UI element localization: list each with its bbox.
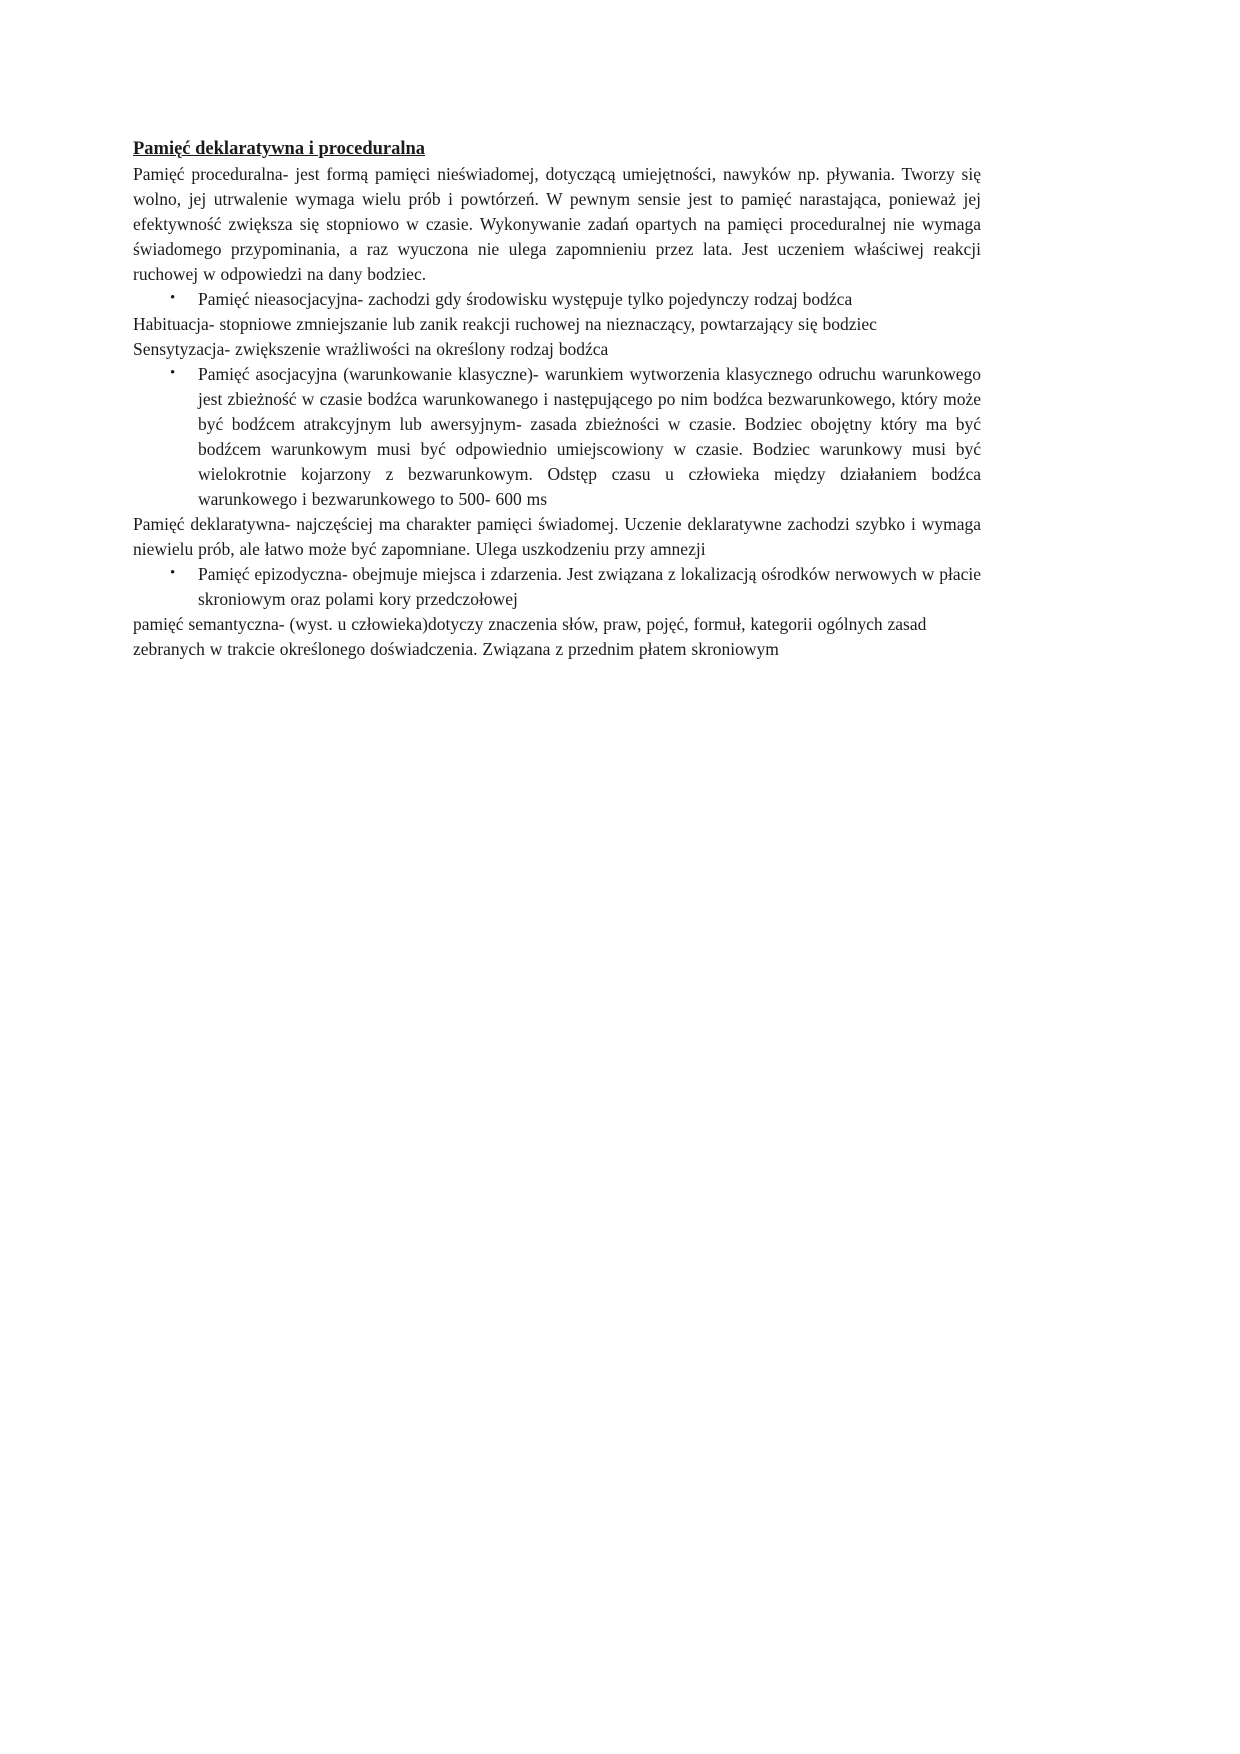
paragraph-habituation: Habituacja- stopniowe zmniejszanie lub zanik reakcji ruchowej na nieznaczący, powtarzający się bodziec (133, 314, 877, 334)
paragraph-semantic-memory: pamięć semantyczna- (wyst. u człowieka)dotyczy znaczenia słów, praw, pojęć, formuł, kategorii ogólnych zasad zebranych w trakcie określonego doświadczenia. Związana z przednim płatem skroniowym (133, 614, 927, 659)
paragraph-declarative-memory: Pamięć deklaratywna- najczęściej ma charakter pamięci świadomej. Uczenie deklaratywne zachodzi szybko i wymaga niewielu prób, ale łatwo może być zapomniane. Ulega uszkodzeniu przy amnezji (133, 514, 981, 559)
bullet-item-text: Pamięć epizodyczna- obejmuje miejsca i zdarzenia. Jest związana z lokalizacją ośrodków nerwowych w płacie skroniowym oraz polami kory przedczołowej (198, 564, 981, 609)
document-title: Pamięć deklaratywna i proceduralna (133, 139, 426, 159)
paragraph-procedural-memory: Pamięć proceduralna- jest formą pamięci nieświadomej, dotyczącą umiejętności, nawyków np. pływania. Tworzy się wolno, jej utrwalenie wymaga wielu prób i powtórzeń. W pewnym sensie jest to pamięć narastająca, ponieważ jej efektywność zwiększa się stopniowo w czasie. Wykonywanie zadań opartych na pamięci proceduralnej nie wymaga świadomego przypominania, a raz wyuczona nie ulega zapomnieniu przez lata. Jest uczeniem właściwej reakcji ruchowej w odpowiedzi na dany bodziec. (133, 164, 981, 284)
bullet-item-nonassociative-memory (133, 287, 981, 312)
bullet-item-associative-memory (133, 362, 981, 512)
paragraph-sensitization: Sensytyzacja- zwiększenie wrażliwości na określony rodzaj bodźca (133, 339, 609, 359)
bullet-icon: • (170, 290, 176, 306)
bullet-icon: • (170, 565, 176, 581)
bullet-item-episodic-memory (133, 562, 981, 612)
bullet-icon: • (170, 365, 176, 381)
bullet-item-text: Pamięć nieasocjacyjna- zachodzi gdy środowisku występuje tylko pojedynczy rodzaj bodźca (198, 289, 853, 309)
bullet-item-text: Pamięć asocjacyjna (warunkowanie klasyczne)- warunkiem wytworzenia klasycznego odruchu warunkowego jest zbieżność w czasie bodźca warunkowanego i następującego po nim bodźca bezwarunkowego, który może być bodźcem atrakcyjnym lub awersyjnym- zasada zbieżności w czasie. Bodziec obojętny który ma być bodźcem warunkowym musi być odpowiednio umiejscowiony w czasie. Bodziec warunkowy musi być wielokrotnie kojarzony z bezwarunkowym. Odstęp czasu u człowieka między działaniem bodźca warunkowego i bezwarunkowego to 500- 600 ms (198, 364, 981, 509)
